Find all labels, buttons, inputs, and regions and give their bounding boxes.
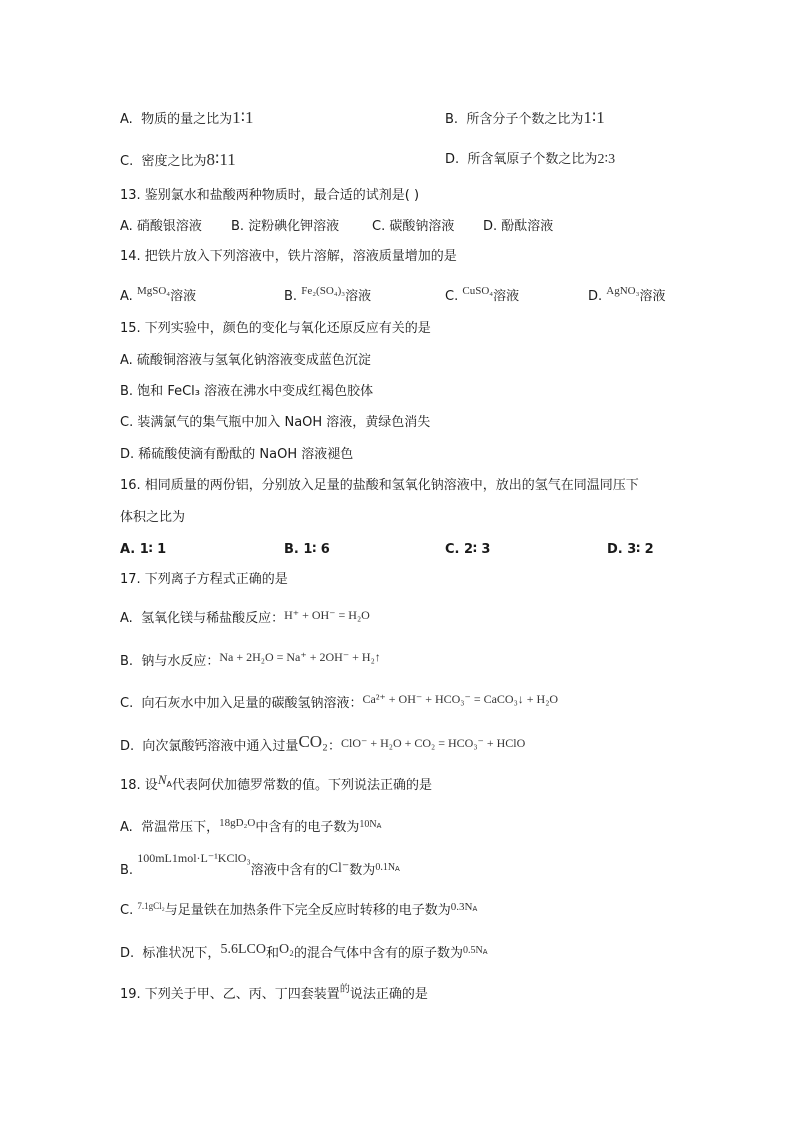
q15-option-c: C. 装满氯气的集气瓶中加入 NaOH 溶液，黄绿色消失 bbox=[120, 415, 431, 430]
q16-stem-line1: 16. 相同质量的两份铝，分别放入足量的盐酸和氢氧化钠溶液中，放出的氢气在同温同压下 bbox=[120, 478, 639, 493]
q17-option-c: C. 向石灰水中加入足量的碳酸氢钠溶液：Ca²⁺ + OH⁻ + HCO₃⁻ = CaCO₃↓ + H₂O bbox=[120, 692, 559, 711]
q18-na-symbol: N bbox=[157, 772, 167, 787]
q17-option-c-formula: Ca²⁺ + OH⁻ + HCO₃⁻ = CaCO₃↓ + H₂O bbox=[362, 692, 559, 706]
q17-option-d: D. 向次氯酸钙溶液中通入过量CO₂：ClO⁻ + H₂O + CO₂ = HCO₃⁻ + HClO bbox=[120, 732, 526, 754]
q12-option-c-formula: 8∶11 bbox=[206, 150, 236, 169]
q14-option-c: C. $^{CuSO_4}$溶液 bbox=[445, 285, 520, 304]
q16-option-d: D. 3∶ 2 bbox=[607, 542, 654, 557]
q19-stem: 19. 下列关于甲、乙、丙、丁四套装置$^的$说法正确的是 bbox=[120, 984, 428, 1002]
q12-option-a-formula: 1∶1 bbox=[232, 108, 254, 127]
q14-option-a: A. $^{MgSO_4}$溶液 bbox=[120, 285, 197, 304]
q14-option-d: D. $^{AgNO_3}$溶液 bbox=[588, 285, 666, 304]
q18-option-c: C. $^{7.1gCl_2}$与足量铁在加热条件下完全反应时转移的电子数为$^{0.3NA}$ bbox=[120, 901, 478, 918]
q12-option-d: D. 所含氧原子个数之比为2∶3 bbox=[445, 152, 616, 167]
q14-option-b: B. $^{Fe_2(SO_4)_3}$溶液 bbox=[284, 285, 372, 304]
q17-option-d-co2: CO₂ bbox=[298, 732, 328, 751]
q14-option-a-formula: MgSO₄ bbox=[136, 285, 171, 297]
q13-option-c: C. 碳酸钠溶液 bbox=[372, 219, 455, 234]
q18-stem: 18. 设NA代表阿伏加德罗常数的值。下列说法正确的是 bbox=[120, 772, 432, 793]
q15-stem: 15. 下列实验中，颜色的变化与氧化还原反应有关的是 bbox=[120, 321, 431, 336]
q13-option-b: B. 淀粉碘化钾溶液 bbox=[231, 219, 340, 234]
q16-option-a: A. 1∶ 1 bbox=[120, 542, 167, 557]
q18-option-d: D. 标准状况下，5.6LCO和O₂的混合气体中含有的原子数为$^{0.5NA}$ bbox=[120, 942, 488, 961]
q13-option-a: A. 硝酸银溶液 bbox=[120, 219, 202, 234]
q14-option-b-formula: Fe₂(SO₄)₃ bbox=[301, 285, 346, 297]
q15-option-b: B. 饱和 FeCl₃ 溶液在沸水中变成红褐色胶体 bbox=[120, 384, 374, 399]
q17-option-d-formula: ClO⁻ + H₂O + CO₂ = HCO₃⁻ + HClO bbox=[341, 736, 526, 750]
q18-option-b: B. 100mL1mol·L⁻¹KClO₃溶液中含有的Cl⁻数为$^{0.1NA}$ bbox=[120, 851, 400, 878]
q17-option-a: A. 氢氧化镁与稀盐酸反应：H⁺ + OH⁻ = H₂O bbox=[120, 608, 370, 626]
q13-option-d: D. 酚酞溶液 bbox=[483, 219, 554, 234]
q17-stem: 17. 下列离子方程式正确的是 bbox=[120, 572, 288, 587]
q14-stem: 14. 把铁片放入下列溶液中，铁片溶解，溶液质量增加的是 bbox=[120, 249, 457, 264]
q17-option-b-formula: Na + 2H₂O = Na⁺ + 2OH⁻ + H₂↑ bbox=[219, 650, 381, 664]
q16-stem-line2: 体积之比为 bbox=[120, 510, 186, 525]
q17-option-a-formula: H⁺ + OH⁻ = H₂O bbox=[284, 608, 370, 622]
q12-option-c: C. 密度之比为8∶11 bbox=[120, 150, 236, 169]
q15-option-d: D. 稀硫酸使滴有酚酞的 NaOH 溶液褪色 bbox=[120, 447, 354, 462]
q12-option-b-formula: 1∶1 bbox=[583, 108, 605, 127]
q15-option-a: A. 硫酸铜溶液与氢氧化钠溶液变成蓝色沉淀 bbox=[120, 353, 371, 368]
q16-option-b: B. 1∶ 6 bbox=[284, 542, 330, 557]
q14-option-d-formula: AgNO₃ bbox=[606, 285, 640, 297]
q17-option-b: B. 钠与水反应：Na + 2H₂O = Na⁺ + 2OH⁻ + H₂↑ bbox=[120, 650, 381, 669]
q12-option-d-formula: 2∶3 bbox=[597, 152, 616, 167]
q16-option-c: C. 2∶ 3 bbox=[445, 542, 491, 557]
q12-option-b: B. 所含分子个数之比为1∶1 bbox=[445, 108, 605, 127]
q12-option-a: A. 物质的量之比为1∶1 bbox=[120, 108, 254, 127]
q13-stem: 13. 鉴别氯水和盐酸两种物质时，最合适的试剂是( ) bbox=[120, 188, 420, 203]
q14-option-c-formula: CuSO₄ bbox=[462, 285, 494, 297]
q18-option-a: A. 常温常压下，$^{18gD_2O}$中含有的电子数为$^{10NA}$ bbox=[120, 817, 382, 835]
